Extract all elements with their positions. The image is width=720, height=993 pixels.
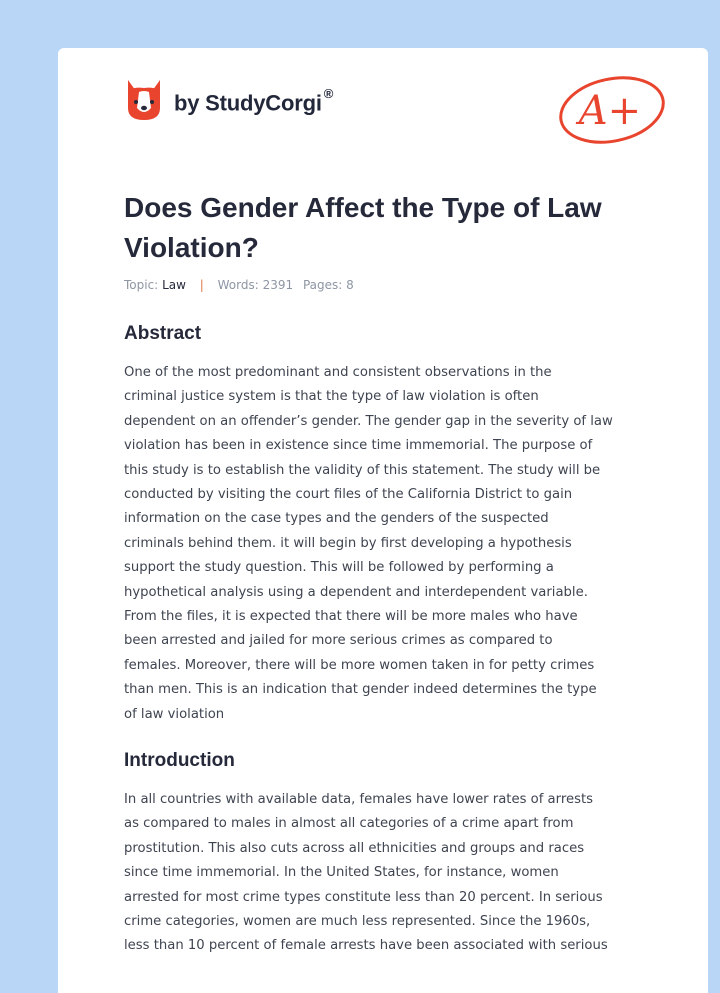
page-title: Does Gender Affect the Type of Law Violation? (124, 192, 602, 263)
brand-name: by StudyCorgi ® (174, 85, 334, 116)
words-value: 2391 (262, 278, 294, 292)
document-header (58, 48, 708, 178)
document-meta (124, 278, 354, 292)
pages-value: 8 (346, 278, 354, 292)
grade-badge (552, 68, 672, 152)
introduction-heading: Introduction (124, 750, 235, 771)
a-plus-grade-icon (552, 68, 672, 148)
pages-label: Pages: (302, 278, 343, 292)
svg-text:A+: A+ (578, 88, 642, 134)
introduction-text: In all countries with available data, females have lower rates of arrests as compared to males in almost all categories of a crime apart from prostitution. This also cuts across all ethnicities and groups and races since time immemorial. In the United States, for instance, women arrested for most crime types constitute less than 20 percent. In serious crime categories, women are much less represented. Since the 1960s, less than 10 percent of female arrests have been associated with serious (124, 792, 608, 954)
meta-separator: | (199, 278, 204, 292)
document-page (58, 48, 708, 993)
corgi-logo-icon (124, 78, 164, 122)
abstract-text: One of the most predominant and consistent observations in the criminal justice system is that the type of law violation is often dependent on an offender’s gender. The gender gap in the severity of law violation has been in existence since time immemorial. The purpose of this study is to establish the validity of this statement. The study will be conducted by visiting the court files of the California District to gain information on the case types and the genders of the suspected criminals behind them. it will begin by first developing a hypothesis support the study question. This will be followed by performing a hypothetical analysis using a dependent and interdependent variable. From the files, it is expected that there will be more males who have been arrested and jailed for more serious crimes as compared to females. Moreover, there will be more women taken in for petty crimes than men. This is an indication that gender indeed determines the type of law violation (124, 365, 613, 722)
topic-value[interactable]: Law (162, 278, 186, 292)
topic-label: Topic: (124, 278, 159, 292)
studycorgi-logo[interactable] (124, 78, 333, 122)
abstract-heading: Abstract (124, 323, 202, 344)
words-label: Words: (217, 278, 259, 292)
